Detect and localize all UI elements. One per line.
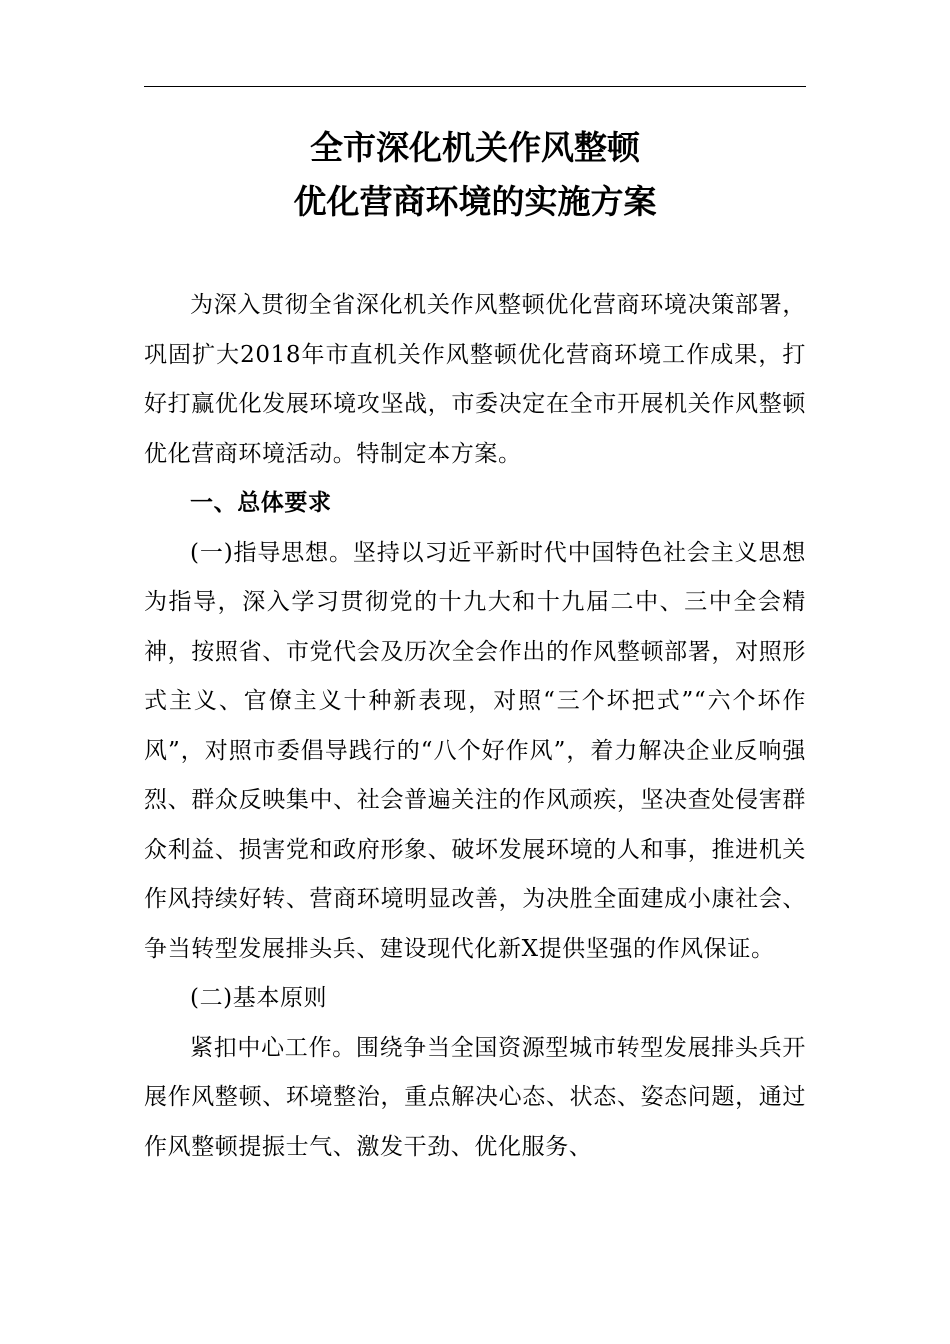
focus-central-work-paragraph: 紧扣中心工作。围绕争当全国资源型城市转型发展排头兵开展作风整顿、环境整治，重点解决心态、状态、姿态问题，通过作风整顿提振士气、激发干劲、优化服务、 [144, 1034, 806, 1160]
basic-principles-heading: (二)基本原则 [190, 985, 328, 1011]
document-body [144, 281, 806, 1172]
section-heading-general-requirements: 一、总体要求 [190, 490, 332, 516]
intro-paragraph: 为深入贯彻全省深化机关作风整顿优化营商环境决策部署，巩固扩大2018年市直机关作风整顿优化营商环境工作成果，打好打赢优化发展环境攻坚战，市委决定在全市开展机关作风整顿优化营商环境活动。特制定本方案。 [144, 292, 806, 467]
guiding-ideology-paragraph: (一)指导思想。坚持以习近平新时代中国特色社会主义思想为指导，深入学习贯彻党的十九大和十九届二中、三中全会精神，按照省、市党代会及历次全会作出的作风整顿部署，对照形式主义、官僚主义十种新表现，对照“三个坏把式”“六个坏作风”，对照市委倡导践行的“八个好作风”，着力解决企业反响强烈、群众反映集中、社会普遍关注的作风顽疾，坚决查处侵害群众利益、损害党和政府形象、破坏发展环境的人和事，推进机关作风持续好转、营商环境明显改善，为决胜全面建成小康社会、争当转型发展排头兵、建设现代化新X提供坚强的作风保证。 [144, 539, 806, 962]
document-title-line-1: 全市深化机关作风整顿 [310, 128, 640, 167]
document-title-line-2: 优化营商环境的实施方案 [293, 182, 657, 221]
header-rule [144, 86, 806, 87]
